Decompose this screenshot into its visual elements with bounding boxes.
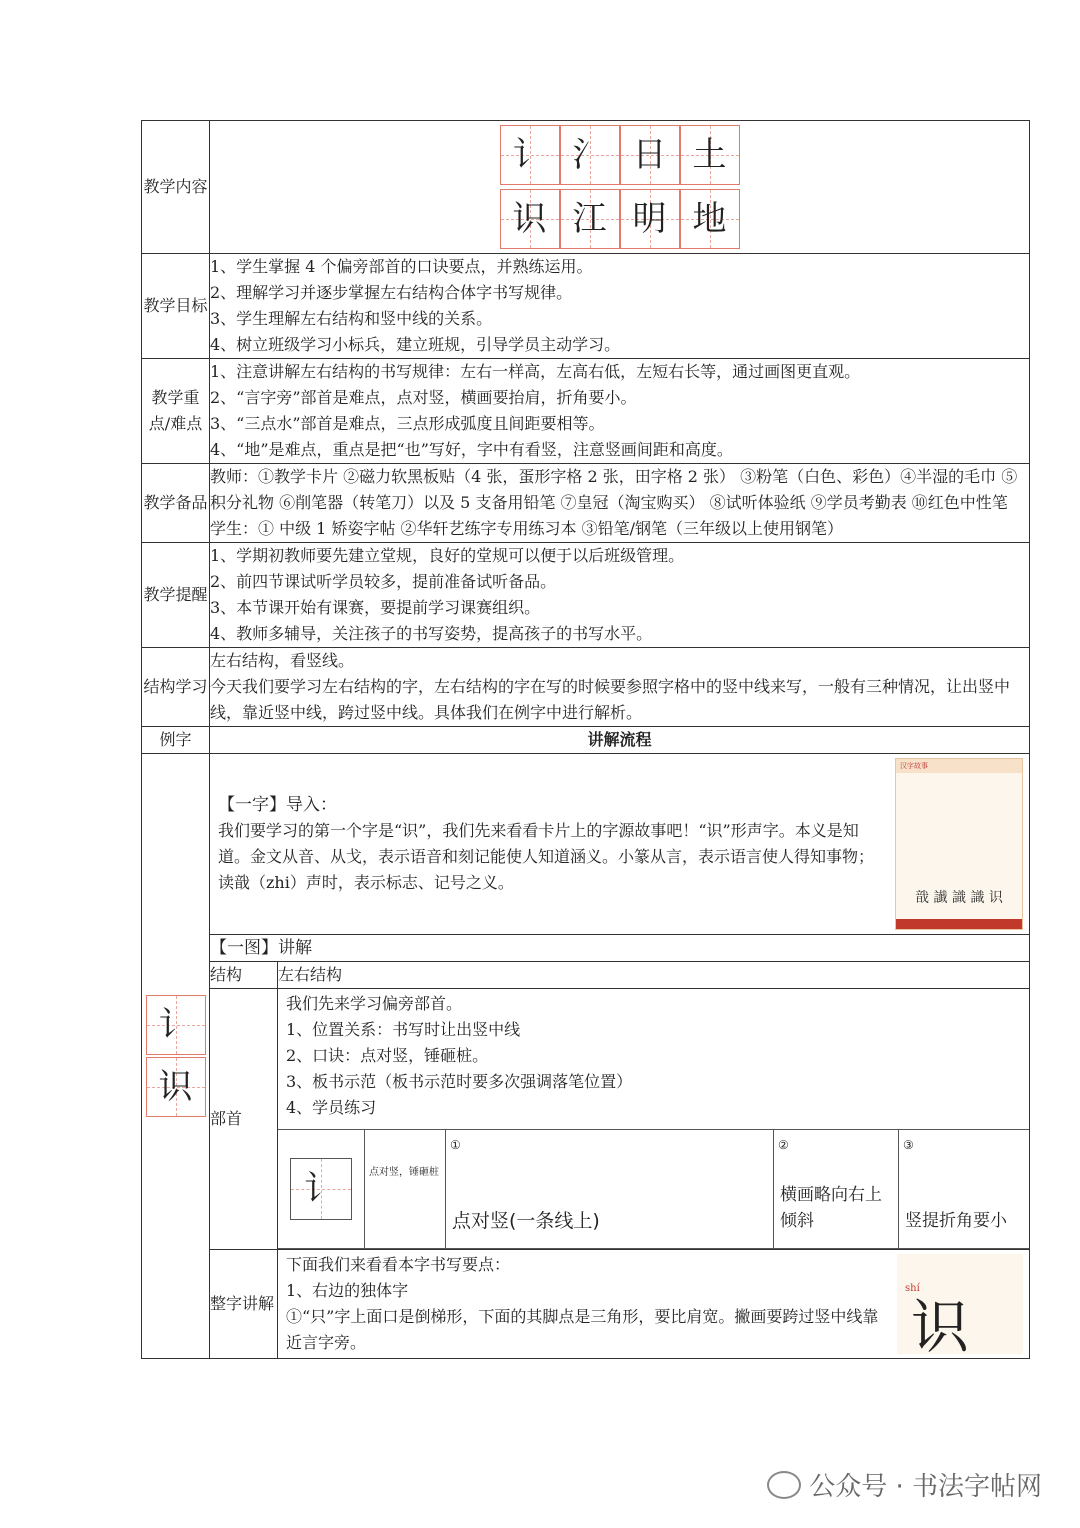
- character-grid: [210, 189, 1029, 253]
- example-character-cell: [142, 754, 210, 1359]
- radical-grid: [210, 121, 1029, 189]
- footer-watermark: 公众号 · 书法字帖网: [767, 1466, 1042, 1503]
- key-points-list: 1、注意讲解左右结构的书写规律：左右一样高，左高右低，左短右长等，通过画图更直观。 2、“言字旁”部首是难点，点对竖，横画要抬肩，折角要小。 3、“三点水”部首是难点，三点形成弧度且间距要相等。 4、“地”是难点，重点是把“也”写好，字中有看竖，注意竖画间距和高度。: [210, 359, 1030, 464]
- radical-cell: 日: [620, 125, 680, 185]
- materials-list: 教师：①教学卡片 ②磁力软黑板贴（4 张，蛋形字格 2 张，田字格 2 张） ③粉笔（白色、彩色）④半湿的毛巾 ⑤积分礼物 ⑥削笔器（转笔刀）以及 5 支备用铅笔 ⑦皇冠（淘宝购买） ⑧试听体验纸 ⑨学员考勤表 ⑩红色中性笔 学生：① 中级 1 矫姿字帖 ②华轩艺练字专用练习本 ③铅笔/钢笔（三年级以上使用钢笔）: [210, 464, 1030, 543]
- teaching-goals-label: 教学目标: [142, 254, 210, 359]
- teaching-goals-list: 1、学生掌握 4 个偏旁部首的口诀要点，并熟练运用。 2、理解学习并逐步掌握左右结构合体字书写规律。 3、学生理解左右结构和竖中线的关系。 4、树立班级学习小标兵，建立班规，引导学员主动学习。: [210, 254, 1030, 359]
- radical-row-label: 部首: [210, 989, 278, 1250]
- structure-row-label: 结构: [210, 962, 278, 989]
- radical-cell: 氵: [560, 125, 620, 185]
- teaching-content-label: 教学内容: [142, 121, 210, 254]
- intro-cell: [210, 754, 1030, 935]
- radical-cell: 土: [680, 125, 740, 185]
- example-radical: 讠: [146, 995, 206, 1055]
- structure-label: 结构学习: [142, 648, 210, 727]
- explain-title: 【一图】讲解: [210, 935, 1030, 962]
- whole-row-content: 下面我们来看看本字书写要点： 1、右边的独体字 ①“只”字上面口是倒梯形，下面的其脚点是三角形，要比肩宽。撇画要跨过竖中线靠近言字旁。 shí 识: [278, 1250, 1030, 1359]
- character-card-image: shí 识: [897, 1254, 1023, 1354]
- key-points-label: 教学重点/难点: [142, 359, 210, 464]
- example-character: 识: [146, 1057, 206, 1117]
- radical-cell: 讠: [500, 125, 560, 185]
- character-cell: 地: [680, 189, 740, 249]
- structure-row-value: 左右结构: [278, 962, 1030, 989]
- example-label: 例字: [142, 727, 210, 754]
- structure-text: 左右结构，看竖线。 今天我们要学习左右结构的字，左右结构的字在写的时候要参照字格中的竖中线来写，一般有三种情况，让出竖中线，靠近竖中线，跨过竖中线。具体我们在例字中进行解析。: [210, 648, 1030, 727]
- character-cell: 江: [560, 189, 620, 249]
- story-card-image: 汉字故事 戠 䜟 識 識 识: [895, 758, 1023, 930]
- lesson-plan-table: [141, 120, 1030, 1359]
- reminders-label: 教学提醒: [142, 543, 210, 648]
- whole-row-label: 整字讲解: [210, 1250, 278, 1359]
- practice-demo: 讠 点对竖，锤砸桩 ① 点对竖(一条线上) ② 横画略向右上倾斜 ③ 竖提折角要小: [278, 1129, 1029, 1249]
- intro-text-block: 【一字】导入： 我们要学习的第一个字是“识”，我们先来看看卡片上的字源故事吧！“识”形声字。本义是知道。金文从音、从戈，表示语音和刻记能使人知道涵义。小篆从言，表示语言使人得知事物；读戠（zhi）声时，表示标志、记号之义。: [218, 795, 875, 892]
- radical-row-content: 我们先来学习偏旁部首。 1、位置关系：书写时让出竖中线 2、口诀：点对竖，锤砸桩。 3、板书示范（板书示范时要多次强调落笔位置） 4、学员练习 讠 点对竖，锤砸桩 ① 点对竖(一条线上) ② 横画略向右上倾斜 ③ 竖提折角要小: [278, 989, 1030, 1250]
- materials-label: 教学备品: [142, 464, 210, 543]
- character-cell: 识: [500, 189, 560, 249]
- reminders-list: 1、学期初教师要先建立堂规，良好的堂规可以便于以后班级管理。 2、前四节课试听学员较多，提前准备试听备品。 3、本节课开始有课赛，要提前学习课赛组织。 4、教师多辅导，关注孩子的书写姿势，提高孩子的书写水平。: [210, 543, 1030, 648]
- wechat-icon: [767, 1471, 801, 1499]
- character-cell: 明: [620, 189, 680, 249]
- teaching-content-cell: [210, 121, 1030, 254]
- flow-header: 讲解流程: [210, 727, 1030, 754]
